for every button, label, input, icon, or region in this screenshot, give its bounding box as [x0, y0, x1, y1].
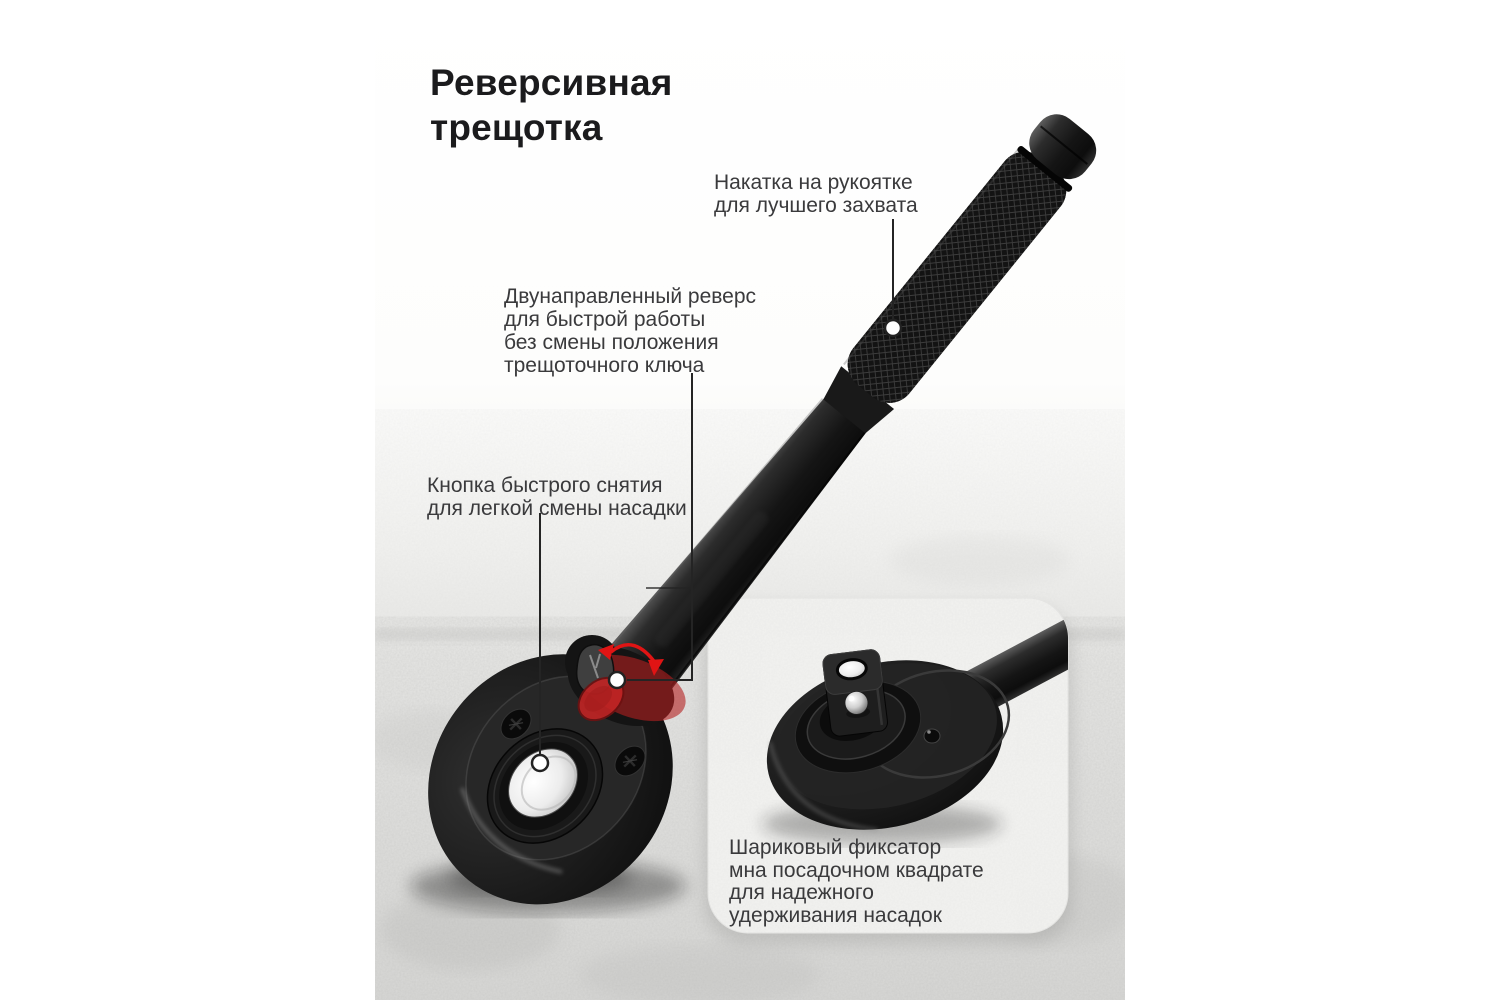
annotation-line: Двунаправленный реверс — [504, 285, 757, 308]
annotation-reverse-lever — [504, 285, 756, 377]
title-line: Реверсивная — [430, 62, 673, 103]
annotation-line: удерживания насадок — [729, 903, 942, 927]
annotation-line: для легкой смены насадки — [427, 497, 687, 520]
annotation-line: Шариковый фиксатор — [729, 836, 942, 859]
annotation-line: Кнопка быстрого снятия — [427, 474, 663, 497]
annotation-quick-release — [427, 474, 687, 520]
annotation-ball-detent — [729, 837, 984, 927]
annotation-line: для лучшего захвата — [714, 194, 918, 217]
annotation-line: трещоточного ключа — [504, 354, 705, 377]
annotation-line: без смены положения — [504, 331, 719, 354]
page-title — [430, 60, 673, 150]
callout-dot-reverse — [609, 672, 625, 688]
title-line: трещотка — [430, 107, 603, 148]
annotation-line: для быстрой работы — [504, 308, 706, 331]
callout-dot-quick-release — [532, 755, 548, 771]
square-drive-stud — [822, 649, 889, 737]
annotation-line: для надежного — [729, 881, 874, 904]
product-photo — [375, 0, 1125, 1000]
callout-dot-knurl — [885, 320, 901, 336]
annotation-line: Накатка на рукоятке — [714, 171, 913, 194]
annotation-line: мна посадочном квадрате — [729, 858, 984, 882]
annotation-knurled-handle — [714, 171, 918, 217]
